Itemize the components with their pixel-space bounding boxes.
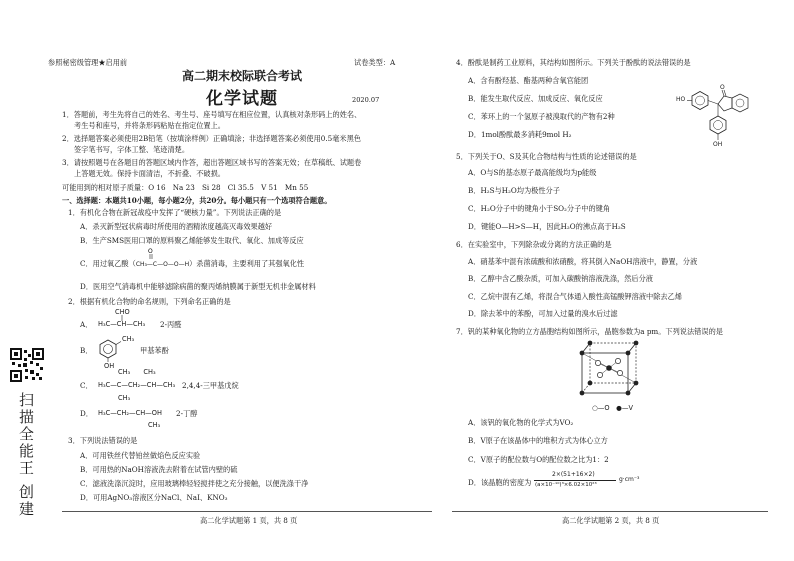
q2-b-methyl: CH₃ — [122, 335, 135, 343]
q7-option-d-prefix: D．该晶胞的密度为 — [468, 478, 532, 487]
q2-d-bottom: CH₃ — [148, 421, 161, 429]
scanner-caption: 扫描全能王 创建 — [17, 392, 35, 518]
q4-carbonyl-o-label: O — [720, 84, 725, 91]
q7-density-unit: g·cm⁻³ — [619, 476, 640, 483]
q6-option-b: B．乙醇中含乙酸杂质，可加入碳酸钠溶液洗涤，然后分液 — [468, 274, 653, 283]
q2-b-name: 甲基苯酚 — [140, 346, 169, 355]
vanadium-oxide-unit-cell — [576, 339, 648, 401]
q7-density-denominator: (a×10⁻¹⁰)³×6.02×10²³ — [535, 482, 597, 488]
q2-b-hydroxyl: OH — [104, 362, 115, 370]
paper-type-label: 试卷类型：A — [354, 58, 396, 67]
q2-a-formula: H₃C—CH—CH₃ — [98, 320, 146, 328]
q3-option-c: C．滤液洗涤沉淀时，应用玻璃棒轻轻搅拌使之充分接触，以便洗涤干净 — [80, 479, 309, 488]
q5-option-a: A．O与S的基态原子最高能级均为p能级 — [468, 168, 597, 177]
q1-option-c-suffix: ）杀菌消毒，主要利用了其强氧化性 — [189, 259, 305, 268]
q2-d-formula: H₃C—CH₂—CH—OH — [98, 409, 162, 417]
q6-option-a: A．硝基苯中混有浓硫酸和浓硝酸，将其倒入NaOH溶液中，静置，分液 — [468, 257, 698, 266]
left-page-footer: 高二化学试题第 1 页，共 8 页 — [200, 516, 298, 525]
q7-fraction-bar — [534, 480, 616, 481]
left-footer-rule — [62, 511, 432, 512]
q7-legend: ○—O ●—V — [592, 404, 633, 412]
q2-option-a-label: A． — [80, 320, 93, 329]
q4-oh-label: OH — [713, 141, 723, 148]
atomic-masses: 可能用到的相对原子质量：O 16 Na 23 Si 28 Cl 35.5 V 51 Mn 55 — [62, 183, 309, 192]
q2-a-name: 2-丙醛 — [160, 320, 182, 329]
note-line-4: 签字笔书写，字体工整、笔迹清楚。 — [74, 145, 190, 154]
q1-option-c — [80, 259, 304, 269]
q3-stem: 3．下列说法错误的是 — [68, 436, 138, 445]
right-footer-rule — [452, 511, 768, 512]
q1-option-a: A．杀灭新型冠状病毒时所使用的酒精浓度越高灭毒效果越好 — [80, 222, 273, 231]
svg-text:O: O — [148, 248, 153, 255]
section-1-heading: 一、选择题：本题共10小题，每小题2分，共20分。每小题只有一个选项符合题意。 — [62, 196, 332, 205]
q4-option-c: C．苯环上的一个氢原子被溴取代的产物有2种 — [468, 112, 615, 121]
subject-title: 化学试题 — [206, 89, 278, 109]
q7-density-numerator: 2×(51+16×2) — [552, 471, 595, 478]
q2-b-benzene-ring — [96, 336, 124, 364]
q7-option-a: A．该钒的氧化物的化学式为VO₂ — [468, 418, 574, 427]
q2-d-name: 2-丁醇 — [176, 409, 198, 418]
q2-stem: 2．根据有机化合物的命名规则，下列命名正确的是 — [68, 297, 231, 306]
qr-code — [10, 348, 44, 382]
q5-option-d: D．键能O—H>S—H，因此H₂O的沸点高于H₂S — [468, 222, 626, 231]
q6-option-c: C．乙烷中混有乙烯，将混合气体通入酸性高锰酸钾溶液中除去乙烯 — [468, 292, 682, 301]
note-line-6: 上答题无效。保持卡面清洁，不折叠、不破损。 — [74, 169, 225, 178]
q2-c-top: CH₃ CH₃ — [118, 368, 156, 376]
q1-carbonyl-mark — [146, 246, 158, 260]
q7-option-b: B．V原子在该晶体中的堆积方式为体心立方 — [468, 436, 608, 445]
exam-name: 高二期末校际联合考试 — [182, 69, 303, 83]
q4-ho-label: HO — [676, 96, 686, 103]
q7-stem: 7．钒的某种氧化物的立方晶胞结构如图所示，晶胞参数为a pm。下列说法错误的是 — [456, 327, 723, 336]
q2-option-c-label: C． — [80, 381, 93, 390]
q2-option-d-label: D． — [80, 409, 93, 418]
q4-option-d: D．1mol酚酞最多消耗9mol H₂ — [468, 130, 572, 139]
q1-option-b: B．生产SMS医用口罩的原料聚乙烯能够发生取代、氧化、加成等反应 — [80, 236, 304, 245]
q5-stem: 5．下列关于O、S及其化合物结构与性质的论述错误的是 — [456, 152, 637, 161]
q6-option-d: D．除去苯中的苯酚，可加入过量的溴水后过滤 — [468, 309, 618, 318]
exam-date: 2020.07 — [352, 96, 380, 104]
note-line-5: 3．请按照题号在各题目的答题区域内作答，超出答题区域书写的答案无效；在草稿纸、试题卷 — [62, 158, 362, 167]
q4-option-a: A．含有酚羟基、酯基两种含氧官能团 — [468, 76, 589, 85]
q4-stem: 4．酚酞是制药工业原料，其结构如图所示。下列关于酚酞的说法错误的是 — [456, 58, 691, 67]
q3-option-a: A．可用铁丝代替铂丝做焰色反应实验 — [80, 451, 201, 460]
q2-option-b-label: B． — [80, 346, 93, 355]
q1-stem: 1．有机化合物在新冠战疫中发挥了“硬核力量”。下列说法正确的是 — [68, 208, 282, 217]
q1-option-d: D．医用空气消毒机中能够滤除病菌的聚丙烯纳膜属于新型无机非金属材料 — [80, 282, 316, 291]
q3-option-b: B．可用热的NaOH溶液洗去附着在试管内壁的硫 — [80, 465, 238, 474]
q7-option-c: C．V原子的配位数与O的配位数之比为1：2 — [468, 455, 609, 464]
q2-c-bottom: CH₃ — [118, 394, 131, 402]
secret-label: 参照秘密级管理★启用前 — [48, 58, 128, 67]
right-page-footer: 高二化学试题第 2 页，共 8 页 — [562, 516, 660, 525]
note-line-2: 考生号和座号，并将条形码粘贴在指定位置上。 — [74, 121, 225, 130]
q2-a-substituent: CHO — [115, 308, 130, 316]
q4-option-b: B．能发生取代反应、加成反应、氧化反应 — [468, 94, 603, 103]
q2-c-name: 2,4,4-三甲基戊烷 — [182, 381, 239, 390]
q5-option-b: B．H₂S与H₂O均为极性分子 — [468, 186, 560, 195]
q5-option-c: C．H₂O分子中的键角小于SO₂分子中的键角 — [468, 204, 611, 213]
note-line-3: 2．选择题答案必须使用2B铅笔（按填涂样例）正确填涂；非选择题答案必须使用0.5毫米黑色 — [62, 134, 361, 143]
q2-c-formula: H₃C—C—CH₂—CH—CH₃ — [98, 381, 176, 389]
q3-option-d: D．可用AgNO₃溶液区分NaCl、NaI、KNO₃ — [80, 493, 228, 502]
q6-stem: 6．在实验室中，下列除杂或分离的方法正确的是 — [456, 240, 612, 249]
q1-peracetic-formula: CH₃—C—O—O—H — [135, 261, 190, 268]
q1-option-c-prefix: C．用过氧乙酸（ — [80, 259, 136, 268]
note-line-1: 1．答题前，考生先将自己的姓名、考生号、座号填写在相应位置，认真核对条形码上的姓名、 — [62, 110, 362, 119]
